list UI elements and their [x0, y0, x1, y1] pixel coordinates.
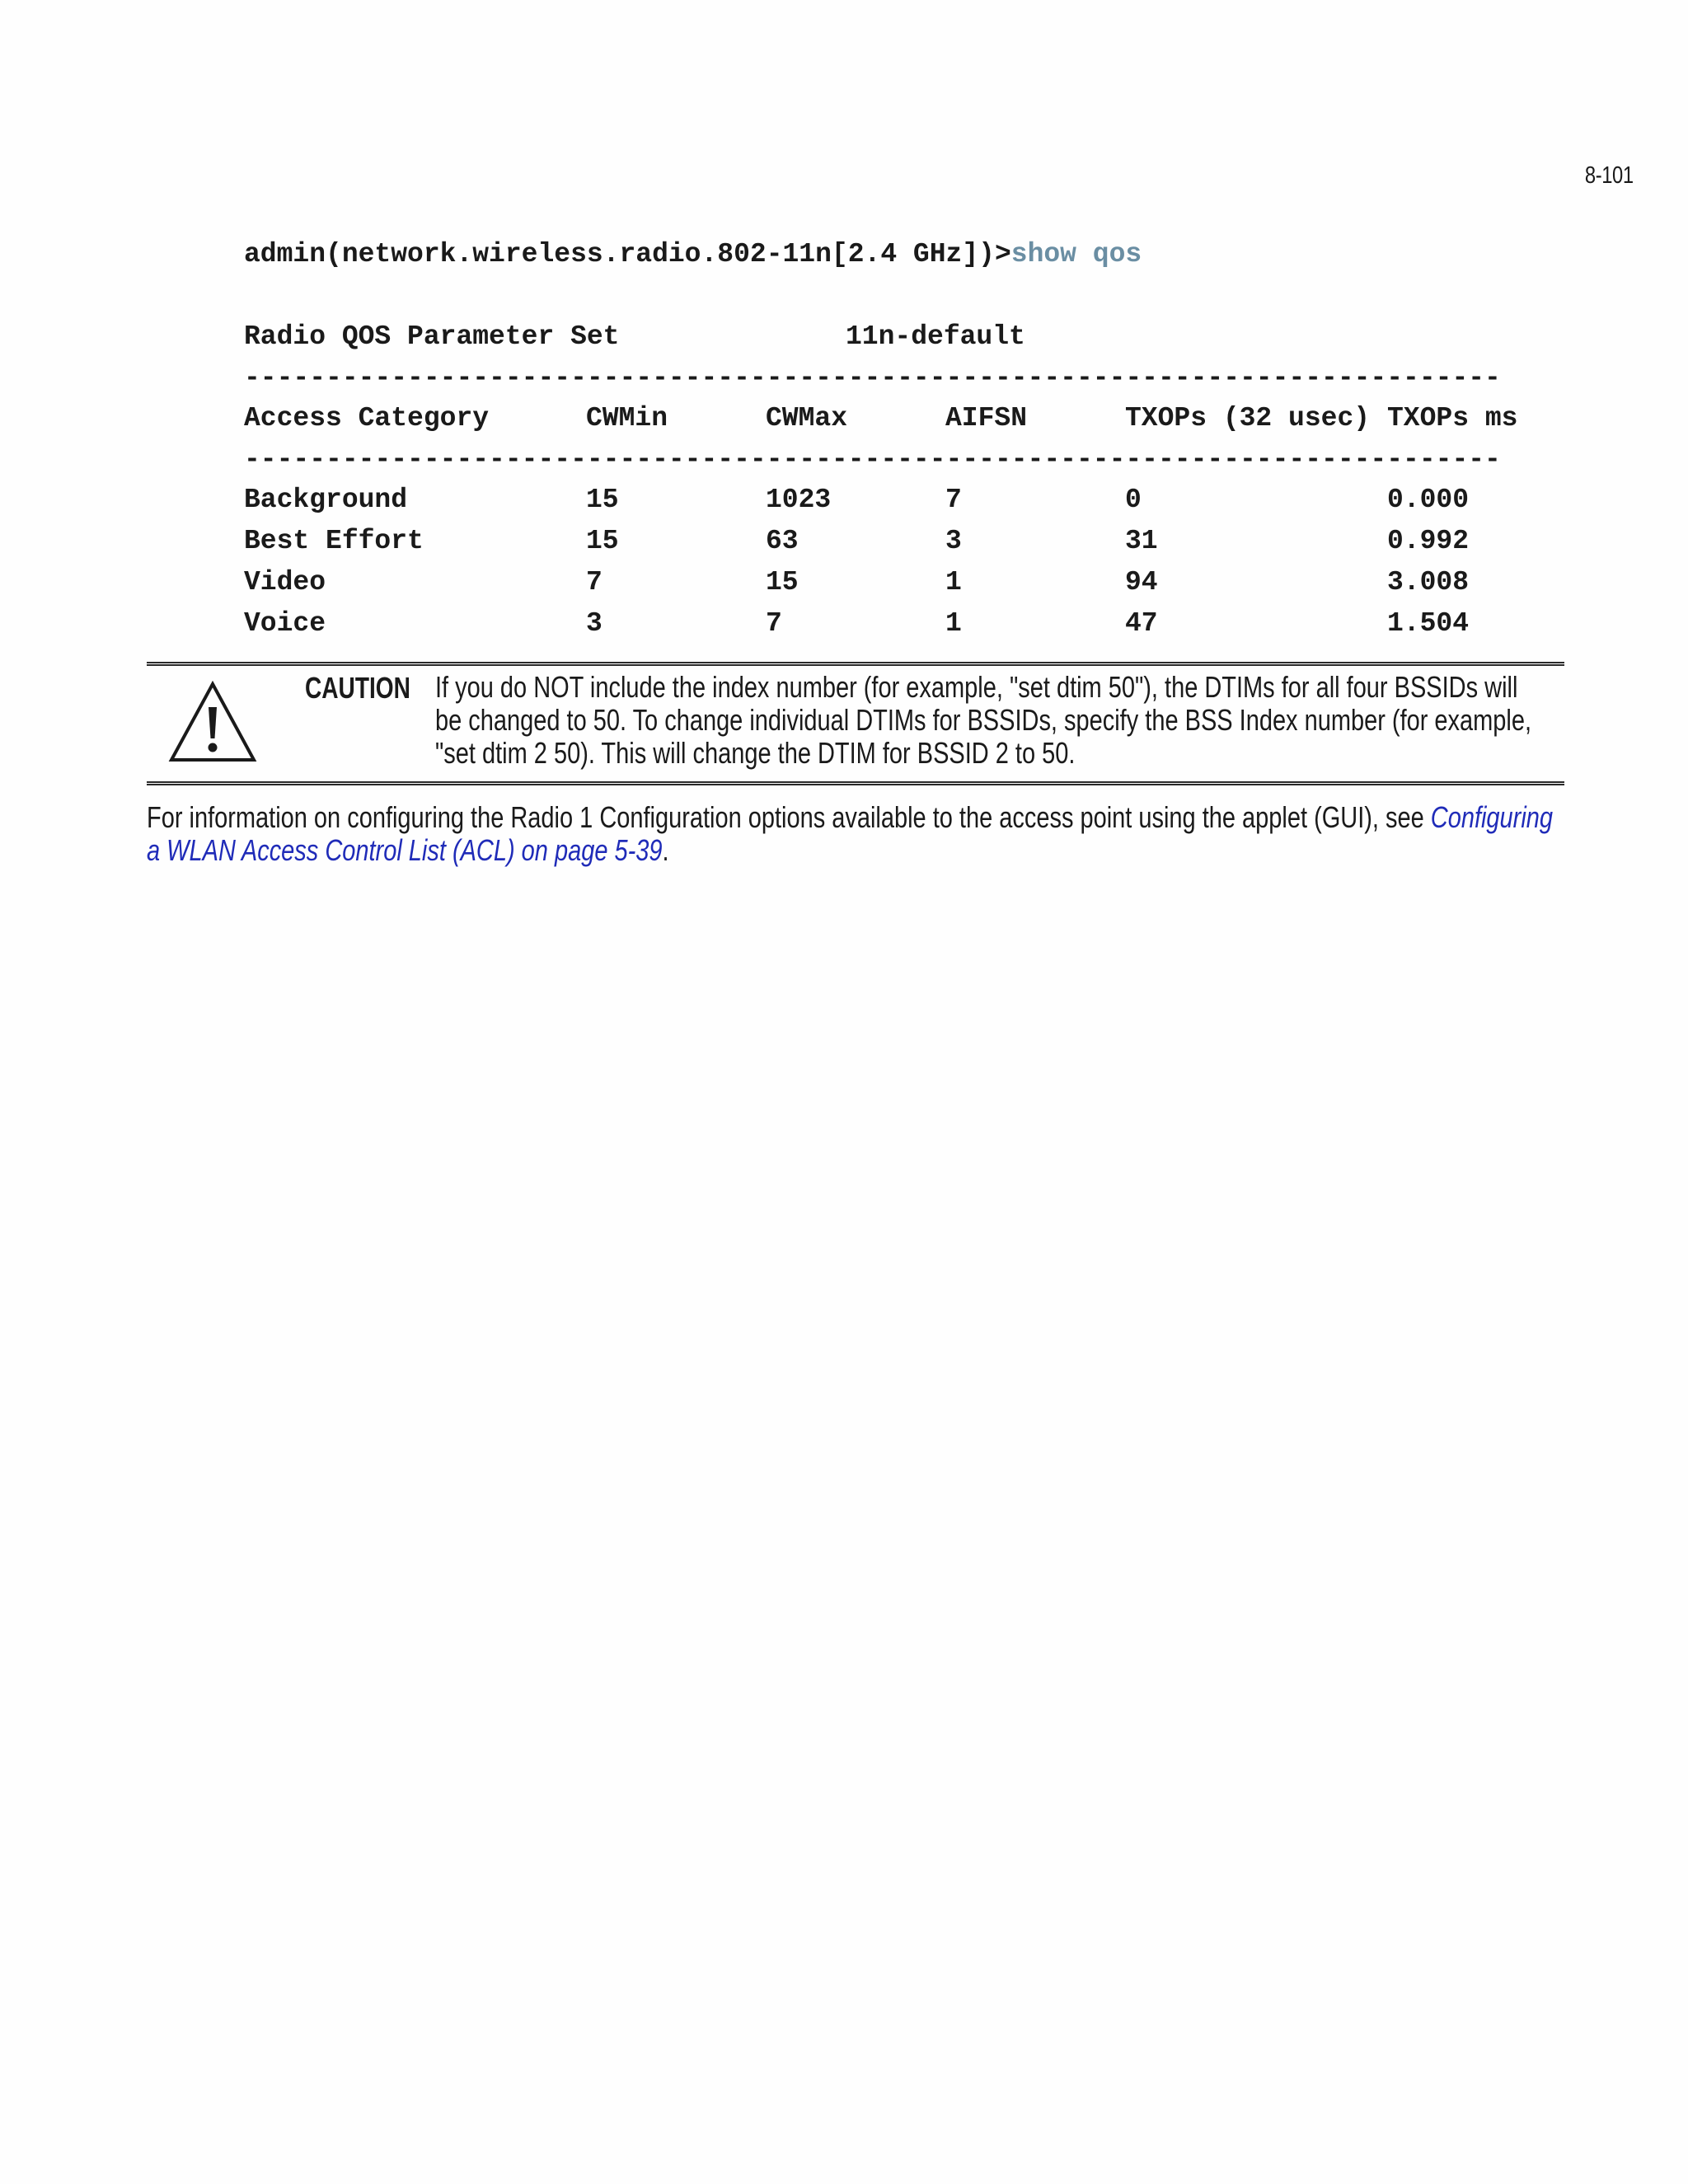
table-row	[244, 567, 1530, 608]
page-number: 8-101	[1585, 162, 1634, 189]
info-trailing: .	[662, 833, 669, 867]
info-text: For information on configuring the Radio 1 Configuration options available to the access point using the applet (GUI), see	[147, 800, 1431, 834]
header-txops-32usec: TXOPs (32 usec)	[1125, 403, 1371, 434]
caution-label: CAUTION	[305, 671, 410, 705]
cell-cwmax: 1023	[766, 485, 832, 515]
parameter-set-value: 11n-default	[846, 321, 1025, 352]
cell-txops-ms: 0.000	[1387, 485, 1470, 515]
header-access-category: Access Category	[244, 403, 490, 434]
cell-cwmin: 15	[586, 526, 619, 556]
info-paragraph	[147, 801, 1567, 867]
cell-access-category: Voice	[244, 608, 326, 639]
cell-access-category: Background	[244, 485, 408, 515]
cell-cwmin: 7	[586, 567, 603, 598]
cell-aifsn: 1	[945, 608, 962, 639]
table-rule-top: -----------------------------------------------------------------------------	[244, 363, 1501, 393]
cell-cwmax: 63	[766, 526, 799, 556]
cell-cwmin: 15	[586, 485, 619, 515]
cli-prompt: admin(network.wireless.radio.802-11n[2.4 GHz])>	[244, 239, 1011, 269]
warning-triangle-icon	[168, 681, 257, 763]
cli-command-line	[244, 239, 1142, 269]
cell-txops-32usec: 47	[1125, 608, 1158, 639]
table-row	[244, 526, 1530, 567]
table-row	[244, 485, 1530, 526]
cell-access-category: Video	[244, 567, 326, 598]
cell-txops-ms: 1.504	[1387, 608, 1470, 639]
header-cwmax: CWMax	[766, 403, 848, 434]
header-cwmin: CWMin	[586, 403, 668, 434]
acl-configuration-link[interactable]: Configuring a WLAN Access Control List (ACL) on page 5-39	[147, 800, 1553, 867]
table-rule-header: -----------------------------------------------------------------------------	[244, 444, 1501, 475]
cell-cwmax: 15	[766, 567, 799, 598]
table-header-row	[244, 403, 1530, 444]
qos-parameter-table	[244, 321, 1530, 649]
cell-txops-ms: 3.008	[1387, 567, 1470, 598]
cli-command-keyword: show qos	[1010, 239, 1142, 269]
table-row	[244, 608, 1530, 649]
caution-notice	[147, 662, 1564, 785]
cell-txops-32usec: 94	[1125, 567, 1158, 598]
header-aifsn: AIFSN	[945, 403, 1028, 434]
cell-access-category: Best Effort	[244, 526, 424, 556]
cell-cwmax: 7	[766, 608, 782, 639]
header-txops-ms: TXOPs ms	[1387, 403, 1518, 434]
cell-txops-32usec: 0	[1125, 485, 1142, 515]
cell-aifsn: 1	[945, 567, 962, 598]
caution-text: If you do NOT include the index number (for example, "set dtim 50"), the DTIMs for all four BSSIDs will be changed to 50. To change individual DTIMs for BSSIDs, specify the BSS Index number (for example, "set dtim 2 50). This will change the DTIM for BSSID 2 to 50.	[435, 670, 1532, 770]
cell-txops-ms: 0.992	[1387, 526, 1470, 556]
cell-txops-32usec: 31	[1125, 526, 1158, 556]
parameter-set-label: Radio QOS Parameter Set	[244, 321, 620, 352]
cell-aifsn: 3	[945, 526, 962, 556]
cell-cwmin: 3	[586, 608, 603, 639]
cell-aifsn: 7	[945, 485, 962, 515]
parameter-set-row	[244, 321, 1530, 363]
